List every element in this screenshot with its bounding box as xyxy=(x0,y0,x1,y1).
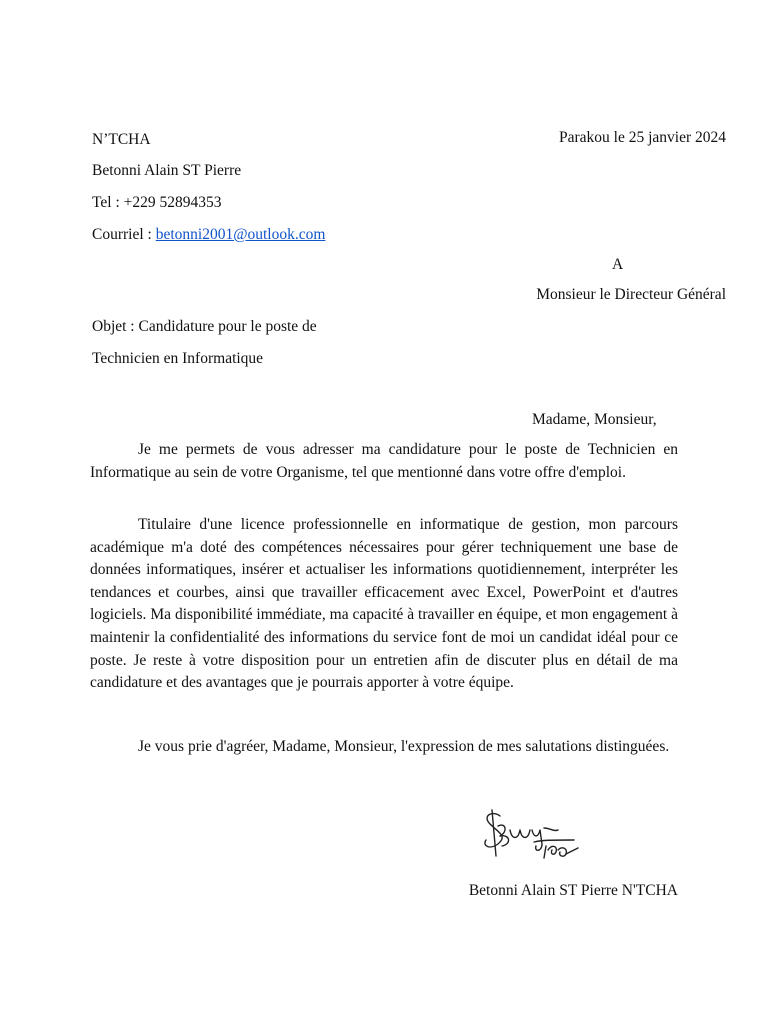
email-label: Courriel : xyxy=(92,226,156,243)
email-link[interactable]: betonni2001@outlook.com xyxy=(155,226,326,243)
signature-name: Betonni Alain ST Pierre N'TCHA xyxy=(468,882,678,899)
sender-lastname: N’TCHA xyxy=(92,131,151,148)
letter-date: Parakou le 25 janvier 2024 xyxy=(558,129,726,146)
sender-phone: Tel : +229 52894353 xyxy=(92,194,222,211)
recipient-prefix: A xyxy=(612,256,624,273)
recipient-name: Monsieur le Directeur Général xyxy=(536,286,726,303)
sender-fullname: Betonni Alain ST Pierre xyxy=(92,162,242,179)
subject-line-1: Objet : Candidature pour le poste de xyxy=(92,318,317,335)
subject-line-2: Technicien en Informatique xyxy=(92,350,264,367)
body-paragraph-3: Je vous prie d'agréer, Madame, Monsieur, l'expression de mes salutations distinguées. xyxy=(138,738,670,755)
sender-email-line xyxy=(92,226,325,244)
handwritten-signature-icon xyxy=(478,806,588,868)
salutation: Madame, Monsieur, xyxy=(532,411,657,428)
body-paragraph-1: Je me permets de vous adresser ma candidature pour le poste de Technicien en Informatique au sein de votre Organisme, tel que mentionné dans votre offre d'emploi. xyxy=(90,441,678,481)
body-paragraph-2: Titulaire d'une licence professionnelle en informatique de gestion, mon parcours académique m'a doté des compétences nécessaires pour gérer techniquement une base de données informatiques, insérer et actualiser les informations quotidiennement, interpréter les tendances et courbes, ainsi que travailler efficacement avec Excel, PowerPoint et d'autres logiciels. Ma disponibilité immédiate, ma capacité à travailler en équipe, et mon engagement à maintenir la confidentialité des informations du service font de moi un candidat idéal pour ce poste. Je reste à votre disposition pour un entretien afin de discuter plus en détail de ma candidature et des avantages que je pourrais apporter à votre équipe. xyxy=(90,516,678,692)
